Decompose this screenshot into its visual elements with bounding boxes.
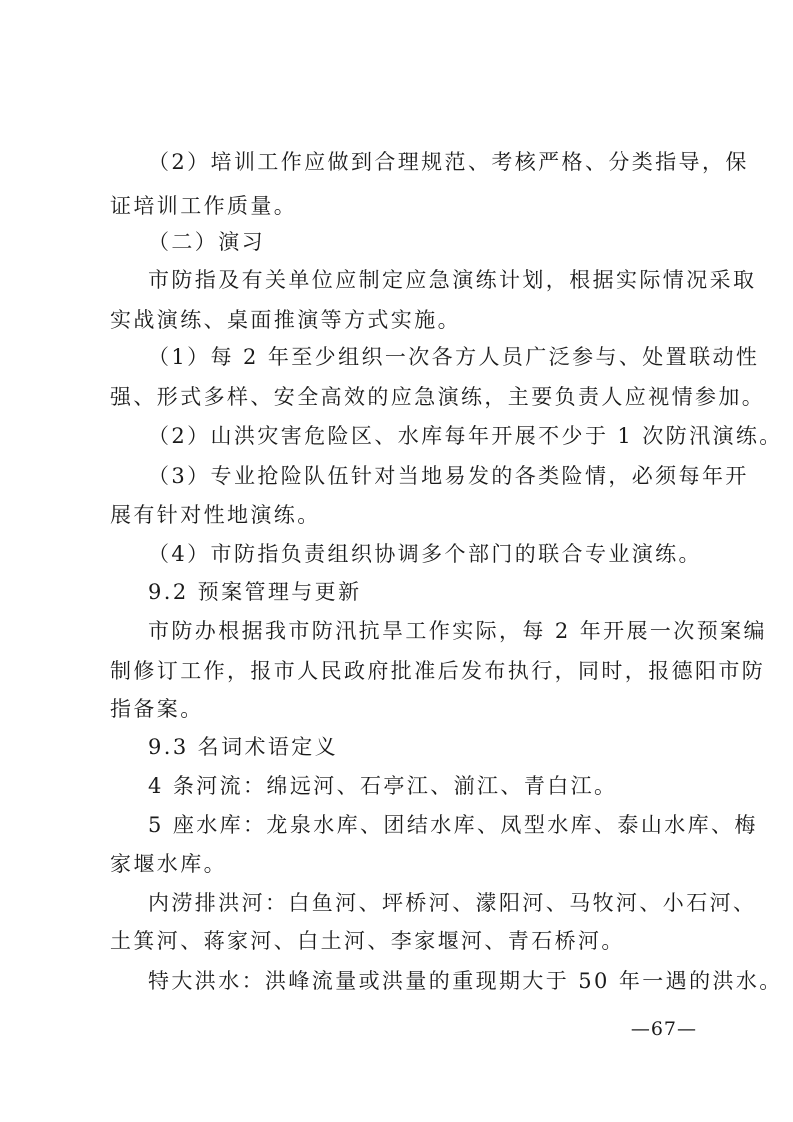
paragraph-line: （2）山洪灾害危险区、水库每年开展不少于 1 次防汛演练。 [148, 424, 783, 448]
paragraph-line: （4）市防指负责组织协调多个部门的联合专业演练。 [148, 542, 702, 566]
paragraph-line: 市防指及有关单位应制定应急演练计划，根据实际情况采取 [148, 268, 757, 292]
page-number: —67— [630, 1018, 697, 1040]
section-heading: 9.2 预案管理与更新 [148, 580, 362, 604]
paragraph-line: （2）培训工作应做到合理规范、考核严格、分类指导，保 [148, 150, 749, 174]
paragraph-line: 市防办根据我市防汛抗旱工作实际，每 2 年开展一次预案编 [148, 619, 767, 643]
paragraph-line: 土箕河、蒋家河、白土河、李家堰河、青石桥河。 [110, 929, 625, 953]
paragraph-line: 制修订工作，报市人民政府批准后发布执行，同时，报德阳市防 [110, 659, 766, 683]
paragraph-line: 证培训工作质量。 [110, 194, 298, 218]
paragraph-line: 指备案。 [110, 697, 204, 721]
paragraph-line: 5 座水库：龙泉水库、团结水库、凤型水库、泰山水库、梅 [148, 813, 758, 837]
section-heading: 9.3 名词术语定义 [148, 735, 339, 759]
paragraph-line: 展有针对性地演练。 [110, 503, 321, 527]
paragraph-line: 强、形式多样、安全高效的应急演练，主要负责人应视情参加。 [110, 385, 766, 409]
paragraph-line: 家堰水库。 [110, 852, 227, 876]
paragraph-line: （1）每 2 年至少组织一次各方人员广泛参与、处置联动性 [148, 345, 760, 369]
paragraph-line: 实战演练、桌面推演等方式实施。 [110, 308, 461, 332]
paragraph-line: 4 条河流：绵远河、石亭江、湔江、青白江。 [148, 774, 618, 798]
paragraph-line: 内涝排洪河：白鱼河、坪桥河、濛阳河、马牧河、小石河、 [148, 891, 757, 915]
paragraph-line: （3）专业抢险队伍针对当地易发的各类险情，必须每年开 [148, 464, 749, 488]
paragraph-line: 特大洪水：洪峰流量或洪量的重现期大于 50 年一遇的洪水。 [148, 969, 783, 993]
section-heading: （二）演习 [148, 230, 265, 254]
